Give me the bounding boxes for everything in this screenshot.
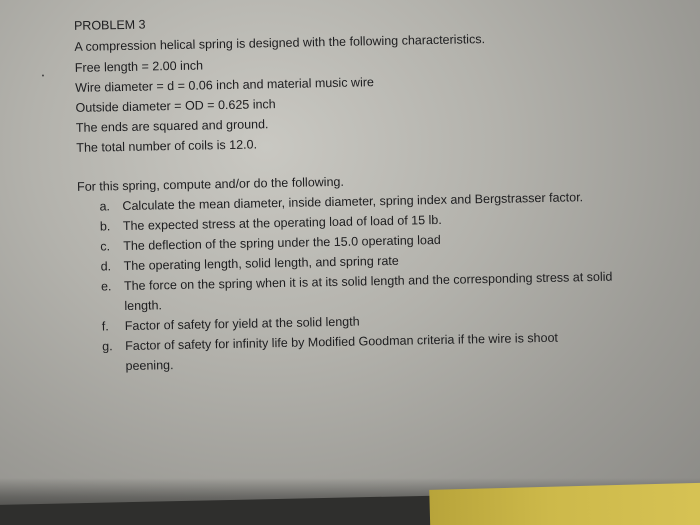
task-c-text: The deflection of the spring under the 15.0 operating load bbox=[123, 232, 441, 254]
spec-total-coils: The total number of coils is 12.0. bbox=[76, 137, 258, 155]
task-g-marker: g. bbox=[102, 339, 113, 354]
task-d-marker: d. bbox=[100, 259, 112, 274]
spec-free-length: Free length = 2.00 inch bbox=[74, 58, 204, 75]
task-a-marker: a. bbox=[99, 199, 111, 214]
task-d-text: The operating length, solid length, and spring rate bbox=[123, 253, 399, 274]
task-intro: For this spring, compute and/or do the following. bbox=[76, 174, 345, 194]
task-f-text: Factor of safety for yield at the solid length bbox=[124, 314, 360, 334]
task-g-text-line-1: Factor of safety for infinity life by Modified Goodman criteria if the wire is shoot bbox=[125, 330, 559, 353]
task-f-marker: f. bbox=[101, 319, 109, 334]
problem-heading: PROBLEM 3 bbox=[73, 17, 146, 33]
task-b-marker: b. bbox=[99, 219, 111, 234]
task-a-text: Calculate the mean diameter, inside diameter, spring index and Bergstrasser factor. bbox=[122, 190, 584, 214]
spec-outside-diameter: Outside diameter = OD = 0.625 inch bbox=[75, 97, 276, 115]
task-g-text-line-2: peening. bbox=[125, 358, 174, 373]
spec-ends: The ends are squared and ground. bbox=[75, 117, 269, 135]
task-e-text-line-2: length. bbox=[124, 298, 163, 314]
task-e-text-line-1: The force on the spring when it is at its solid length and the corresponding stress at solid bbox=[123, 269, 613, 294]
yellow-paper-edge bbox=[429, 482, 700, 525]
task-b-text: The expected stress at the operating load of load of 15 lb. bbox=[122, 212, 442, 234]
intro-text: A compression helical spring is designed with the following characteristics. bbox=[74, 32, 486, 54]
task-e-marker: e. bbox=[100, 279, 112, 294]
paper-speck bbox=[42, 75, 44, 77]
task-c-marker: c. bbox=[100, 239, 111, 254]
spec-wire-diameter: Wire diameter = d = 0.06 inch and material music wire bbox=[75, 75, 375, 95]
